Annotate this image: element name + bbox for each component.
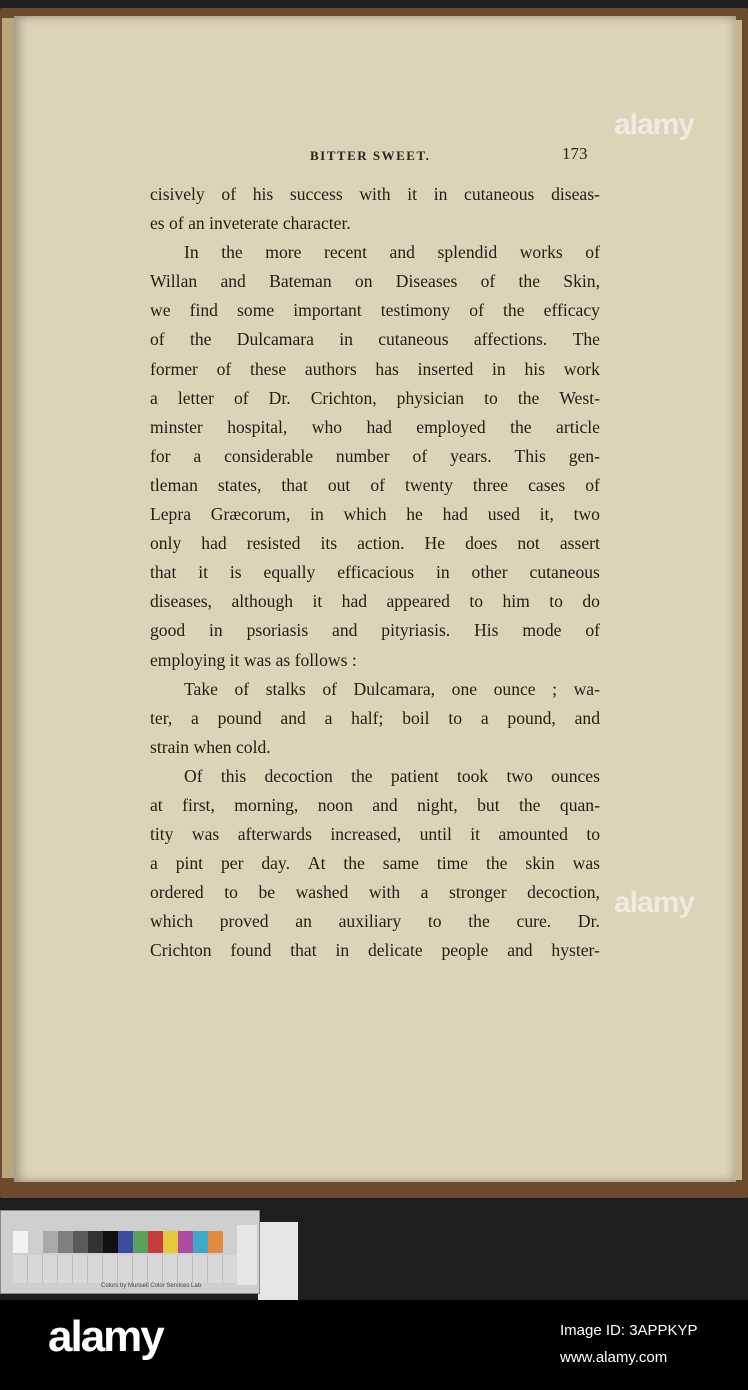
card-tab xyxy=(237,1225,257,1285)
text-line: Willan and Bateman on Diseases of the Skin, xyxy=(150,271,600,292)
text-line: a pint per day. At the same time the skin was xyxy=(150,853,600,874)
text-line: which proved an auxiliary to the cure. Dr. xyxy=(150,911,600,932)
text-line: In the more recent and splendid works of xyxy=(184,242,600,263)
text-line: ordered to be washed with a stronger decoction, xyxy=(150,882,600,903)
text-line: tleman states, that out of twenty three cases of xyxy=(150,474,600,495)
color-patch xyxy=(43,1231,58,1253)
color-patch xyxy=(103,1231,118,1253)
text-line: that it is equally efficacious in other cutaneous xyxy=(150,562,600,583)
reference-grid xyxy=(13,1255,238,1283)
text-line: at first, morning, noon and night, but the quan- xyxy=(150,794,600,815)
text-line: diseases, although it had appeared to him to do xyxy=(150,591,600,612)
body-text xyxy=(150,180,600,966)
text-line: Lepra Græcorum, in which he had used it, two xyxy=(150,504,600,525)
color-patch xyxy=(163,1231,178,1253)
color-patch xyxy=(58,1231,73,1253)
text-line: only had resisted its action. He does not assert xyxy=(150,533,600,554)
color-patch xyxy=(148,1231,163,1253)
color-patch xyxy=(208,1231,223,1253)
text-line: Crichton found that in delicate people and hyster- xyxy=(150,940,600,961)
text-line: good in psoriasis and pityriasis. His mode of xyxy=(150,620,600,641)
color-patch xyxy=(28,1231,43,1253)
page-number: 173 xyxy=(562,144,588,163)
image-id: Image ID: 3APPKYP xyxy=(560,1322,698,1339)
text-line: Take of stalks of Dulcamara, one ounce ; wa- xyxy=(184,678,600,699)
watermark: alamy xyxy=(614,108,695,141)
text-line: for a considerable number of years. This gen- xyxy=(150,445,600,466)
text-line: tity was afterwards increased, until it amounted to xyxy=(150,824,600,845)
running-head: BITTER SWEET. xyxy=(310,148,431,163)
color-patch xyxy=(193,1231,208,1253)
text-line: cisively of his success with it in cutaneous diseas- xyxy=(150,184,600,204)
color-patch xyxy=(118,1231,133,1253)
text-line: strain when cold. xyxy=(150,736,271,757)
site-url[interactable]: www.alamy.com xyxy=(560,1349,668,1366)
color-patch xyxy=(178,1231,193,1253)
text-line: former of these authors has inserted in his work xyxy=(150,358,600,379)
text-line: ter, a pound and a half; boil to a pound, and xyxy=(150,707,600,728)
text-line: es of an inveterate character. xyxy=(150,213,351,234)
text-line: minster hospital, who had employed the article xyxy=(150,416,600,437)
color-checker-card xyxy=(0,1210,260,1294)
color-patches xyxy=(13,1231,223,1253)
color-patch xyxy=(13,1231,28,1253)
color-patch xyxy=(73,1231,88,1253)
text-line: employing it was as follows : xyxy=(150,649,357,670)
text-line: a letter of Dr. Crichton, physician to the West- xyxy=(150,387,600,408)
color-patch xyxy=(133,1231,148,1253)
text-line: we find some important testimony of the efficacy xyxy=(150,300,600,321)
color-patch xyxy=(88,1231,103,1253)
text-line: of the Dulcamara in cutaneous affections. The xyxy=(150,329,600,350)
card-holder xyxy=(258,1222,298,1300)
page-edge xyxy=(734,20,742,1180)
text-line: Of this decoction the patient took two ounces xyxy=(184,765,600,786)
left-page-edge xyxy=(2,18,14,1178)
watermark: alamy xyxy=(614,886,695,919)
alamy-logo: alamy xyxy=(48,1312,163,1361)
card-caption: Colors by Munsell Color Services Lab xyxy=(101,1283,202,1289)
